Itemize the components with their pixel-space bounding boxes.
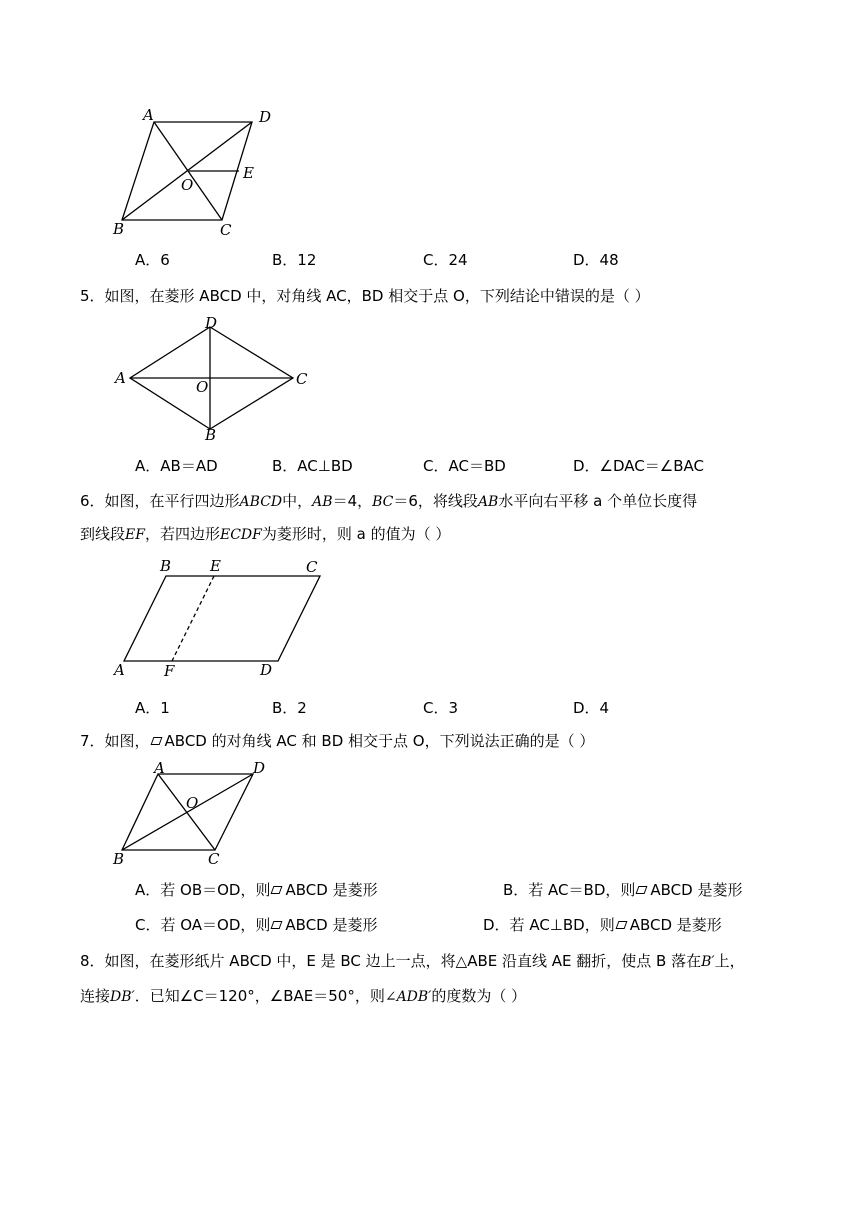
parallelogram-icon bbox=[150, 737, 162, 745]
q7-option-a[interactable]: A．若 OB＝OD，则 ABCD 是菱形 bbox=[135, 881, 378, 899]
q5-option-a[interactable]: A．AB＝AD bbox=[135, 457, 218, 475]
q7-figure bbox=[108, 758, 278, 870]
q5-label-c: C bbox=[296, 370, 308, 388]
parallelogram-icon bbox=[271, 921, 283, 929]
q4-option-c[interactable]: C．24 bbox=[423, 251, 468, 269]
q7-label-b: B bbox=[113, 850, 125, 868]
q7-text: 7．如图， ABCD 的对角线 AC 和 BD 相交于点 O，下列说法正确的是（ ） bbox=[80, 732, 595, 750]
q5-option-b[interactable]: B．AC⊥BD bbox=[272, 457, 353, 475]
q5-label-a: A bbox=[115, 369, 126, 387]
parallelogram-icon bbox=[615, 921, 627, 929]
q4-label-a: A bbox=[143, 106, 154, 124]
q5-label-d: D bbox=[205, 315, 218, 332]
q6-label-e: E bbox=[210, 557, 221, 575]
q4-figure bbox=[105, 100, 285, 240]
q6-option-b[interactable]: B．2 bbox=[272, 699, 307, 717]
q8-text-line2: 连接DB′．已知∠C＝120°，∠BAE＝50°，则∠ADB′的度数为（ ） bbox=[80, 987, 527, 1005]
q6-label-c: C bbox=[306, 558, 318, 576]
q6-label-a: A bbox=[114, 661, 125, 679]
q5-label-o: O bbox=[196, 378, 209, 396]
q4-option-b[interactable]: B．12 bbox=[272, 251, 317, 269]
q6-text-line2: 到线段EF，若四边形ECDF为菱形时，则 a 的值为（ ） bbox=[80, 525, 451, 543]
parallelogram-icon bbox=[636, 886, 648, 894]
q4-label-o: O bbox=[181, 176, 194, 194]
q6-option-c[interactable]: C．3 bbox=[423, 699, 459, 717]
q7-label-a: A bbox=[154, 759, 165, 777]
q5-option-d[interactable]: D．∠DAC＝∠BAC bbox=[573, 457, 704, 475]
q6-label-d: D bbox=[260, 661, 273, 679]
q4-label-b: B bbox=[113, 220, 125, 238]
q5-label-b: B bbox=[205, 426, 217, 444]
q4-label-d: D bbox=[259, 108, 272, 126]
q8-text-line1: 8．如图，在菱形纸片 ABCD 中，E 是 BC 边上一点，将△ABE 沿直线 AE 翻折，使点 B 落在B′上， bbox=[80, 952, 745, 970]
q6-text-line1: 6．如图，在平行四边形ABCD中，AB＝4，BC＝6，将线段AB水平向右平移 a 个单位长度得 bbox=[80, 492, 698, 510]
q4-option-d[interactable]: D．48 bbox=[573, 251, 619, 269]
q4-option-a[interactable]: A．6 bbox=[135, 251, 170, 269]
q7-option-d[interactable]: D．若 AC⊥BD，则 ABCD 是菱形 bbox=[483, 916, 722, 934]
q6-label-f: F bbox=[164, 662, 175, 680]
q7-option-c[interactable]: C．若 OA＝OD，则 ABCD 是菱形 bbox=[135, 916, 378, 934]
q6-label-b: B bbox=[160, 557, 172, 575]
q5-option-c[interactable]: C．AC＝BD bbox=[423, 457, 506, 475]
q6-option-d[interactable]: D．4 bbox=[573, 699, 610, 717]
q7-label-o: O bbox=[186, 794, 199, 812]
q6-option-a[interactable]: A．1 bbox=[135, 699, 170, 717]
q7-label-d: D bbox=[253, 759, 266, 777]
q6-figure bbox=[108, 555, 338, 685]
q4-label-c: C bbox=[220, 221, 232, 239]
q7-label-c: C bbox=[208, 850, 220, 868]
q7-option-b[interactable]: B．若 AC＝BD，则 ABCD 是菱形 bbox=[503, 881, 743, 899]
parallelogram-icon bbox=[271, 886, 283, 894]
q4-label-e: E bbox=[243, 164, 254, 182]
q5-text: 5．如图，在菱形 ABCD 中，对角线 AC，BD 相交于点 O，下列结论中错误的是（ ） bbox=[80, 287, 650, 305]
q5-figure bbox=[110, 315, 325, 445]
